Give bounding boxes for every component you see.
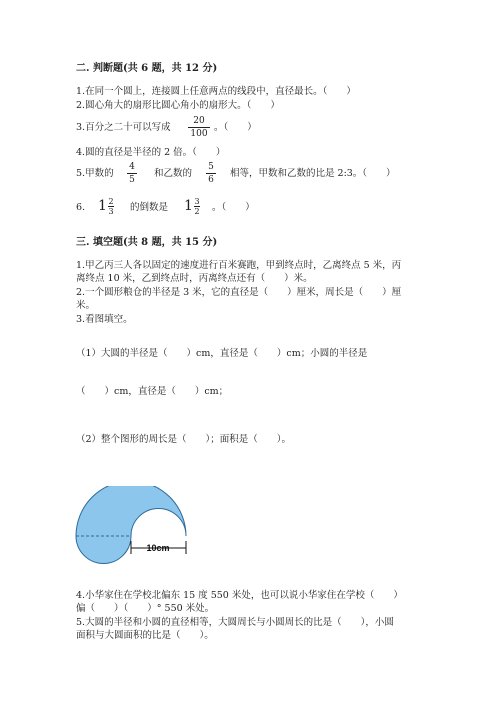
- judgment-question-3-suffix: 。（ ）: [214, 122, 257, 133]
- judgment-question-5-suffix: 相等，甲数和乙数的比是 2:3。（ ）: [230, 168, 396, 179]
- fill-question-3-part-2: （2）整个图形的周长是（ ）；面积是（ ）。: [76, 434, 292, 445]
- fraction-denominator: 100: [190, 129, 208, 139]
- judgment-question-5-mid: 和乙数的: [154, 168, 193, 179]
- mixed-denominator: 3: [108, 207, 114, 216]
- fill-question-1-line-2: 离终点 10 米，乙到终点时，丙离终点还有（ ）米。: [76, 273, 313, 284]
- fraction-denominator: 6: [208, 175, 214, 185]
- judgment-question-6-suffix: 。（ ）: [212, 202, 255, 213]
- judgment-question-2: 2.圆心角大的扇形比圆心角小的扇形大。（ ）: [76, 100, 280, 111]
- fraction-4-5: [127, 162, 137, 185]
- semicircle-figure: [70, 486, 220, 568]
- judgment-question-3-prefix: 3.百分之二十可以写成: [76, 122, 171, 133]
- judgment-question-1: 1.在同一个圆上，连接圆上任意两点的线段中，直径最长。（ ）: [76, 86, 356, 97]
- fill-question-4-line-2: 偏（ ）（ ）° 550 米处。: [76, 603, 215, 614]
- fill-question-2-line-2: 米。: [76, 300, 96, 311]
- fill-question-3: 3.看图填空。: [76, 314, 133, 325]
- mixed-denominator: 2: [194, 207, 200, 216]
- mixed-numerator: 3: [194, 197, 200, 206]
- fraction-20-100: [188, 116, 210, 139]
- mixed-number-1-2-3: [98, 197, 118, 217]
- fill-question-3-part-1-line-2: （ ）cm，直径是（ ）cm；: [76, 386, 229, 397]
- mixed-whole: 1: [98, 198, 107, 214]
- judgment-question-5-prefix: 5.甲数的: [76, 168, 114, 179]
- judgment-question-6-mid: 的倒数是: [130, 202, 169, 213]
- fill-question-5-line-1: 5.大圆的半径和小圆的直径相等，大圆周长与小圆周长的比是（ ），小圆: [76, 617, 394, 628]
- fraction-5-6: [206, 162, 216, 185]
- mixed-numerator: 2: [108, 197, 114, 206]
- section-heading-judgment: 二. 判断题(共 6 题，共 12 分): [76, 63, 218, 74]
- fill-question-4-line-1: 4.小华家住在学校北偏东 15 度 550 米处，也可以说小华家住在学校（ ）: [76, 590, 403, 601]
- fraction-denominator: 5: [129, 175, 135, 185]
- fraction-numerator: 5: [208, 162, 214, 172]
- fill-question-5-line-2: 面积与大圆面积的比是（ ）。: [76, 630, 214, 641]
- section-heading-fill-in: 三. 填空题(共 8 题，共 15 分): [76, 237, 218, 248]
- dimension-label: 10cm: [146, 543, 170, 553]
- mixed-whole: 1: [184, 198, 193, 214]
- judgment-question-4: 4.圆的直径是半径的 2 倍。（ ）: [76, 147, 226, 158]
- mixed-number-1-3-2: [184, 197, 204, 217]
- judgment-question-6-number: 6.: [76, 202, 86, 213]
- fraction-numerator: 4: [129, 162, 135, 172]
- fill-question-1-line-1: 1.甲乙丙三人各以固定的速度进行百米赛跑，甲到终点时，乙离终点 5 米，丙: [76, 260, 402, 271]
- fill-question-2-line-1: 2.一个圆形粮仓的半径是 3 米，它的直径是（ ）厘米，周长是（ ）厘: [76, 287, 402, 298]
- fill-question-3-part-1-line-1: （1）大圆的半径是（ ）cm，直径是（ ）cm；小圆的半径是: [76, 348, 368, 359]
- fraction-numerator: 20: [193, 116, 205, 126]
